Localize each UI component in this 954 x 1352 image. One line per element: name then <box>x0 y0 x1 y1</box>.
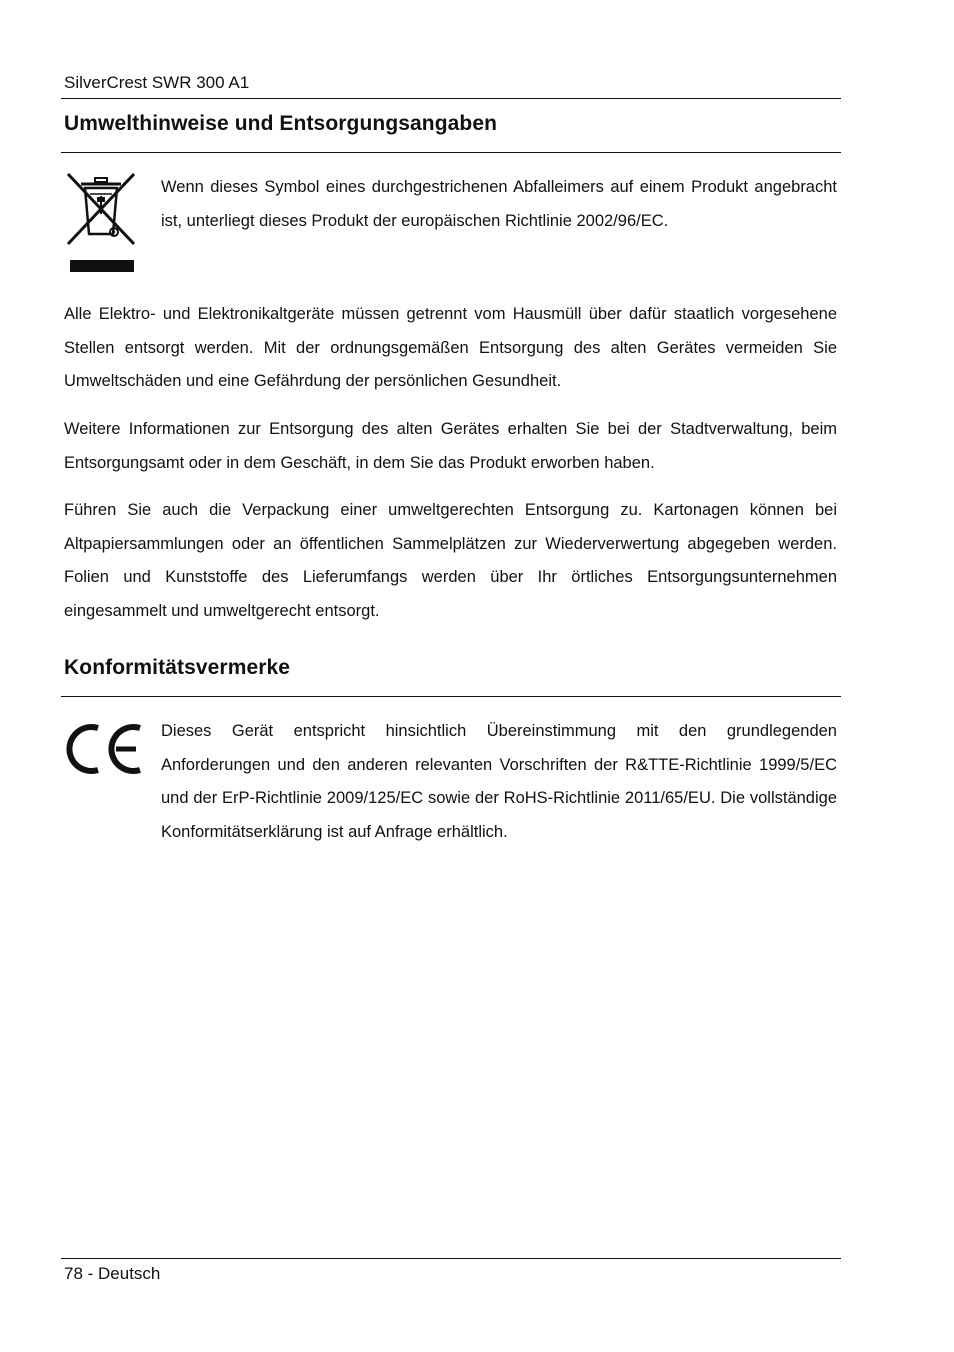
disposal-paragraph-1: Alle Elektro- und Elektronikaltgeräte müssen getrennt vom Hausmüll über dafür staatlich vorgesehene Stellen entsorgt werden. Mit der ordnungsgemäßen Entsorgung des alten Gerätes vermeiden Sie Umweltschäden und eine Gefährdung der persönlichen Gesundheit. <box>64 305 837 390</box>
disposal-intro-text: Wenn dieses Symbol eines durchgestrichenen Abfalleimers auf einem Produkt angebracht ist, unterliegt dieses Produkt der europäischen Richtlinie 2002/96/EC. <box>161 178 837 230</box>
disposal-paragraph-2: Weitere Informationen zur Entsorgung des alten Gerätes erhalten Sie bei der Stadtverwaltung, beim Entsorgungsamt oder in dem Geschäft, in dem Sie das Produkt erworben haben. <box>64 420 837 472</box>
document-header: SilverCrest SWR 300 A1 <box>64 73 250 92</box>
disposal-paragraph-3: Führen Sie auch die Verpackung einer umweltgerechten Entsorgung zu. Kartonagen können bei Altpapiersammlungen oder an öffentlichen Sammelplätzen zur Wiederverwertung abgegeben werden. Folien und Kunststoffe des Lieferumfangs werden über Ihr örtliches Entsorgungsunternehmen eingesammelt und umweltgerecht entsorgt. <box>64 501 837 620</box>
section-divider-conformity <box>61 696 841 697</box>
page-number: 78 - Deutsch <box>64 1264 161 1283</box>
section-divider-disposal <box>61 152 841 153</box>
conformity-text: Dieses Gerät entspricht hinsichtlich Übereinstimmung mit den grundlegenden Anforderungen und den anderen relevanten Vorschriften der R&TTE-Richtlinie 1999/5/EC und der ErP-Richtlinie 2009/125/EC sowie der RoHS-Richtlinie 2011/65/EU. Die vollständige Konformitätserklärung ist auf Anfrage erhältlich. <box>161 722 837 841</box>
crossed-out-wheelie-bin-icon <box>64 170 138 276</box>
section-title-conformity: Konformitätsvermerke <box>64 656 291 679</box>
section-title-disposal: Umwelthinweise und Entsorgungsangaben <box>64 112 498 135</box>
footer-divider <box>61 1258 841 1259</box>
ce-mark-icon <box>64 720 142 778</box>
header-divider <box>61 98 841 99</box>
